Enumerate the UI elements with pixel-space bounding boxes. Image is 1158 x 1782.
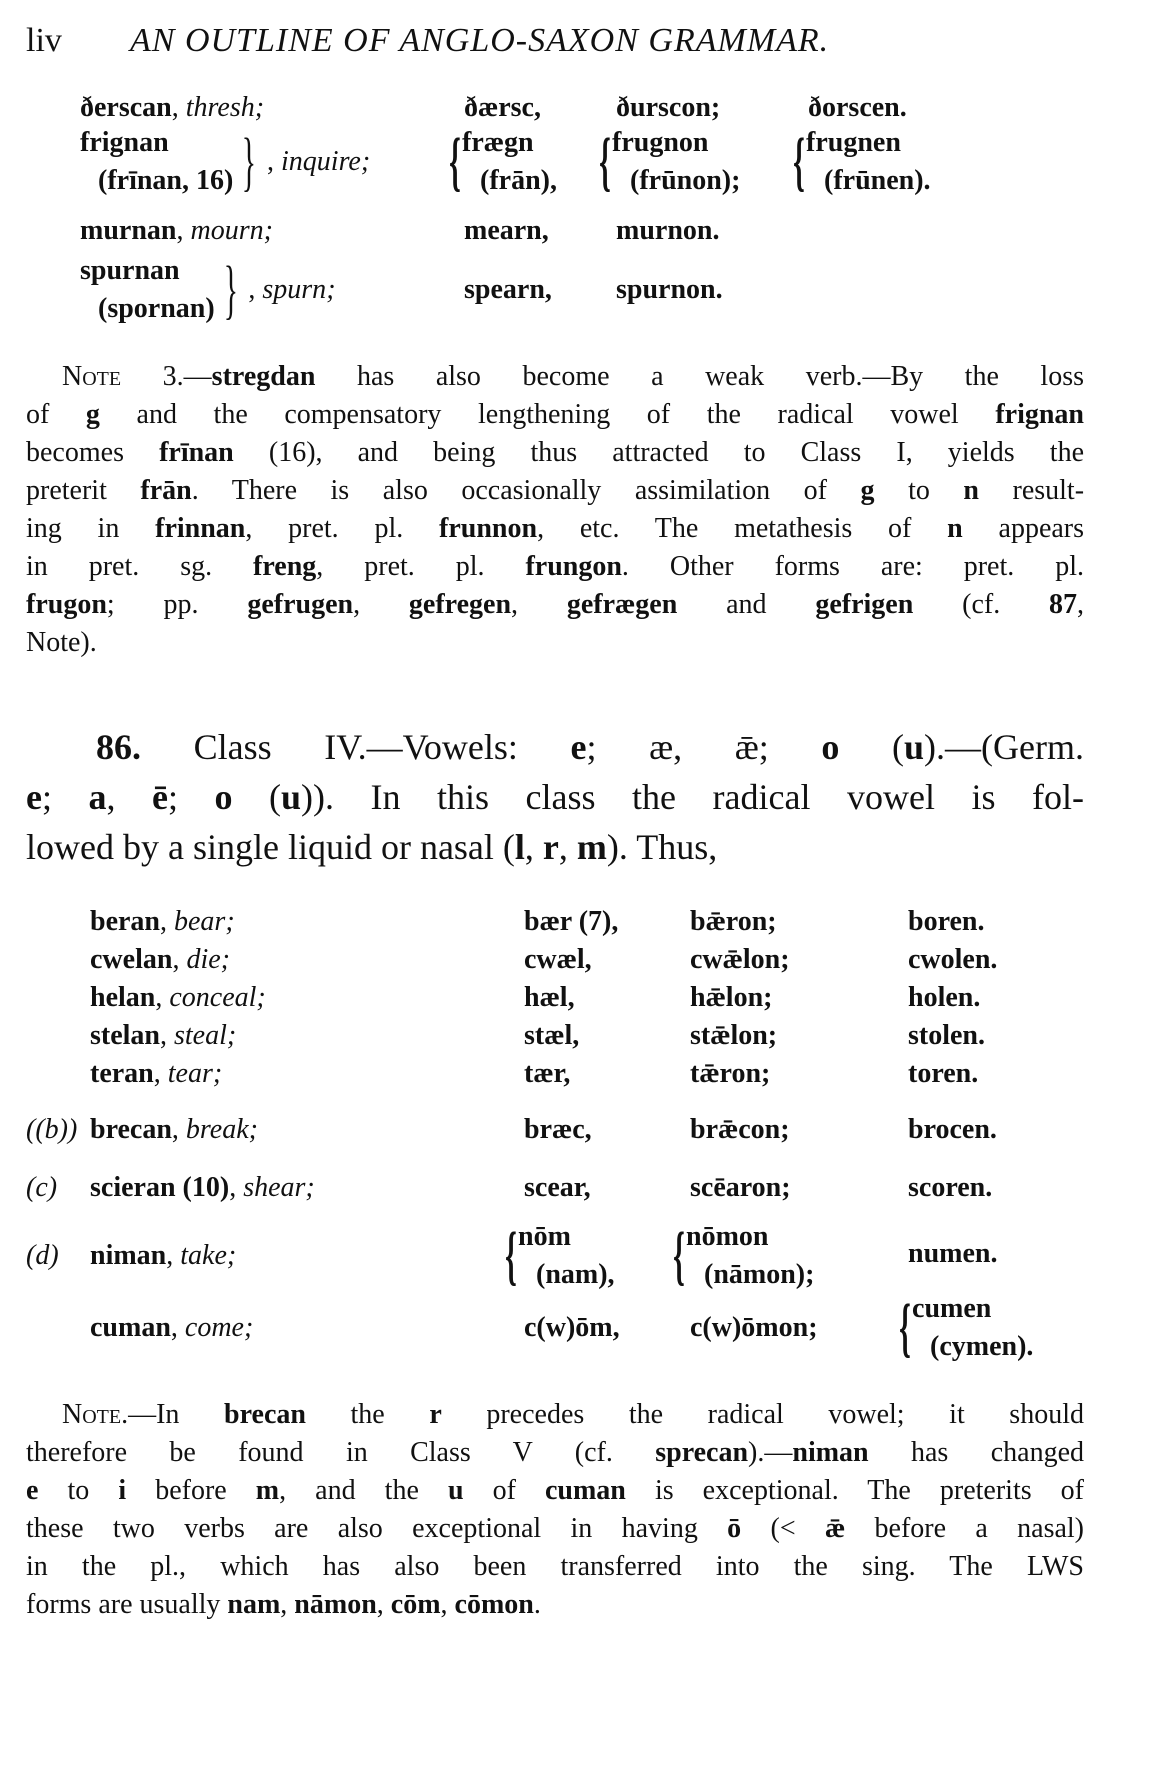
infinitive: frignan: [80, 127, 169, 158]
past-participle: frugnen: [806, 127, 901, 158]
preterit-plural: murnon.: [616, 215, 720, 246]
past-participle: cumen: [912, 1293, 992, 1324]
preterit-plural: ðurscon;: [616, 92, 721, 123]
past-participle: brocen.: [908, 1114, 997, 1145]
right-brace-icon: }: [223, 253, 238, 326]
infinitive: cuman: [90, 1312, 171, 1343]
infinitive: stelan: [90, 1020, 160, 1051]
past-participle: cwolen.: [908, 944, 998, 975]
note-3: [26, 358, 1084, 662]
page-number: liv: [26, 22, 62, 59]
infinitive: brecan: [90, 1114, 172, 1145]
infinitive: ðerscan: [80, 92, 172, 123]
preterit-singular: scear,: [524, 1172, 591, 1203]
infinitive: spurnan: [80, 255, 180, 286]
preterit-singular: nōm: [518, 1221, 571, 1252]
note-line: these two verbs are also exceptional in having ō (< ǣ before a nasal): [26, 1513, 1084, 1544]
left-brace-icon: {: [793, 125, 805, 198]
preterit-singular: bræc,: [524, 1114, 592, 1145]
gloss: take: [180, 1240, 227, 1271]
note-line: of g and the compensatory lengthening of the radical vowel frignan: [26, 399, 1084, 430]
preterit-singular: stæl,: [524, 1020, 580, 1051]
section-line: lowed by a single liquid or nasal (l, r, m). Thus,: [26, 827, 718, 867]
section-86-heading: [26, 722, 1084, 872]
gloss: shear: [243, 1172, 306, 1203]
left-brace-icon: {: [449, 125, 461, 198]
preterit-singular: frægn: [462, 127, 534, 158]
infinitive-variant: (spornan): [98, 293, 215, 324]
infinitive: murnan: [80, 215, 177, 246]
gloss: break: [185, 1114, 249, 1145]
note-line: Note 3.—stregdan has also become a weak verb.—By the loss: [62, 361, 1085, 392]
subsection-label: (b): [35, 1114, 68, 1145]
preterit-plural: cwǣlon;: [690, 944, 790, 975]
preterit-singular: hæl,: [524, 982, 575, 1013]
note-class-iv: [26, 1396, 1084, 1624]
gloss: steal: [174, 1020, 227, 1051]
note-line: in pret. sg. freng, pret. pl. frungon. Other forms are: pret. pl.: [26, 551, 1084, 582]
preterit-singular: spearn,: [464, 274, 552, 305]
section-line: e; a, ē; o (u)). In this class the radical vowel is fol-: [26, 777, 1084, 817]
past-participle: stolen.: [908, 1020, 985, 1051]
preterit-singular: cwæl,: [524, 944, 592, 975]
preterit-plural-variant: (nāmon);: [704, 1259, 815, 1290]
preterit-plural: c(w)ōmon;: [690, 1312, 818, 1343]
gloss: thresh: [185, 92, 255, 123]
infinitive: helan: [90, 982, 156, 1013]
gloss: bear: [174, 906, 226, 937]
infinitive: scieran (10): [90, 1172, 230, 1203]
preterit-plural-variant: (frūnon);: [630, 165, 741, 196]
note-line: in the pl., which has also been transferred into the sing. The LWS: [26, 1551, 1084, 1582]
note-line: becomes frīnan (16), and being thus attracted to Class I, yields the: [26, 437, 1085, 468]
past-participle: scoren.: [908, 1172, 993, 1203]
past-participle: holen.: [908, 982, 981, 1013]
preterit-singular: tær,: [524, 1058, 571, 1089]
running-title: AN OUTLINE OF ANGLO-SAXON GRAMMAR.: [130, 22, 830, 59]
past-participle: numen.: [908, 1238, 998, 1269]
infinitive: beran: [90, 906, 160, 937]
gloss: spurn: [262, 274, 327, 305]
preterit-plural: hǣlon;: [690, 982, 773, 1013]
note-line: ing in frinnan, pret. pl. frunnon, etc. The metathesis of n appears: [26, 513, 1085, 544]
gloss: come: [184, 1312, 244, 1343]
preterit-singular-variant: (frān),: [480, 165, 557, 196]
preterit-singular: mearn,: [464, 215, 549, 246]
note-line: Note).: [26, 627, 97, 658]
infinitive-variant: (frīnan, 16): [98, 165, 234, 196]
preterit-plural: spurnon.: [616, 274, 723, 305]
preterit-singular-variant: (nam),: [536, 1259, 615, 1290]
preterit-plural: brǣcon;: [690, 1114, 790, 1145]
infinitive: niman: [90, 1240, 167, 1271]
note-line: preterit frān. There is also occasionally assimilation of g to n result-: [26, 475, 1085, 506]
preterit-plural: tǣron;: [690, 1058, 771, 1089]
gloss: inquire: [281, 146, 361, 177]
preterit-singular: ðærsc,: [464, 92, 541, 123]
subsection-label: (d): [26, 1240, 59, 1271]
gloss: die: [186, 944, 221, 975]
subsection-label: (c): [26, 1172, 58, 1203]
preterit-plural: bǣron;: [690, 906, 777, 937]
preterit-singular: c(w)ōm,: [524, 1312, 620, 1343]
note-line: therefore be found in Class V (cf. sprecan).—niman has changed: [26, 1437, 1084, 1468]
note-line: Note.—In brecan the r precedes the radical vowel; it should: [62, 1399, 1084, 1430]
right-brace-icon: }: [242, 125, 257, 198]
left-brace-icon: {: [673, 1219, 685, 1292]
past-participle: ðorscen.: [808, 92, 907, 123]
past-participle: boren.: [908, 906, 985, 937]
infinitive: teran: [90, 1058, 154, 1089]
note-line: frugon; pp. gefrugen, gefregen, gefrægen and gefrigen (cf. 87,: [26, 589, 1085, 620]
gloss: tear: [167, 1058, 213, 1089]
note-line: forms are usually nam, nāmon, cōm, cōmon.: [26, 1589, 541, 1620]
preterit-singular: bær (7),: [524, 906, 619, 937]
past-participle: toren.: [908, 1058, 979, 1089]
past-participle-variant: (frūnen).: [824, 165, 931, 196]
note-line: e to i before m, and the u of cuman is exceptional. The preterits of: [26, 1475, 1085, 1506]
infinitive: cwelan: [90, 944, 173, 975]
preterit-plural: frugnon: [612, 127, 709, 158]
left-brace-icon: {: [505, 1219, 517, 1292]
gloss: conceal: [169, 982, 257, 1013]
preterit-plural: stǣlon;: [690, 1020, 778, 1051]
past-participle-variant: (cymen).: [930, 1331, 1034, 1362]
left-brace-icon: {: [899, 1291, 911, 1364]
preterit-plural: nōmon: [686, 1221, 769, 1252]
gloss: mourn: [190, 215, 264, 246]
section-line: 86. Class IV.—Vowels: e; æ, ǣ; o (u).—(Germ.: [96, 727, 1084, 767]
preterit-plural: scēaron;: [690, 1172, 791, 1203]
left-brace-icon: {: [599, 125, 611, 198]
